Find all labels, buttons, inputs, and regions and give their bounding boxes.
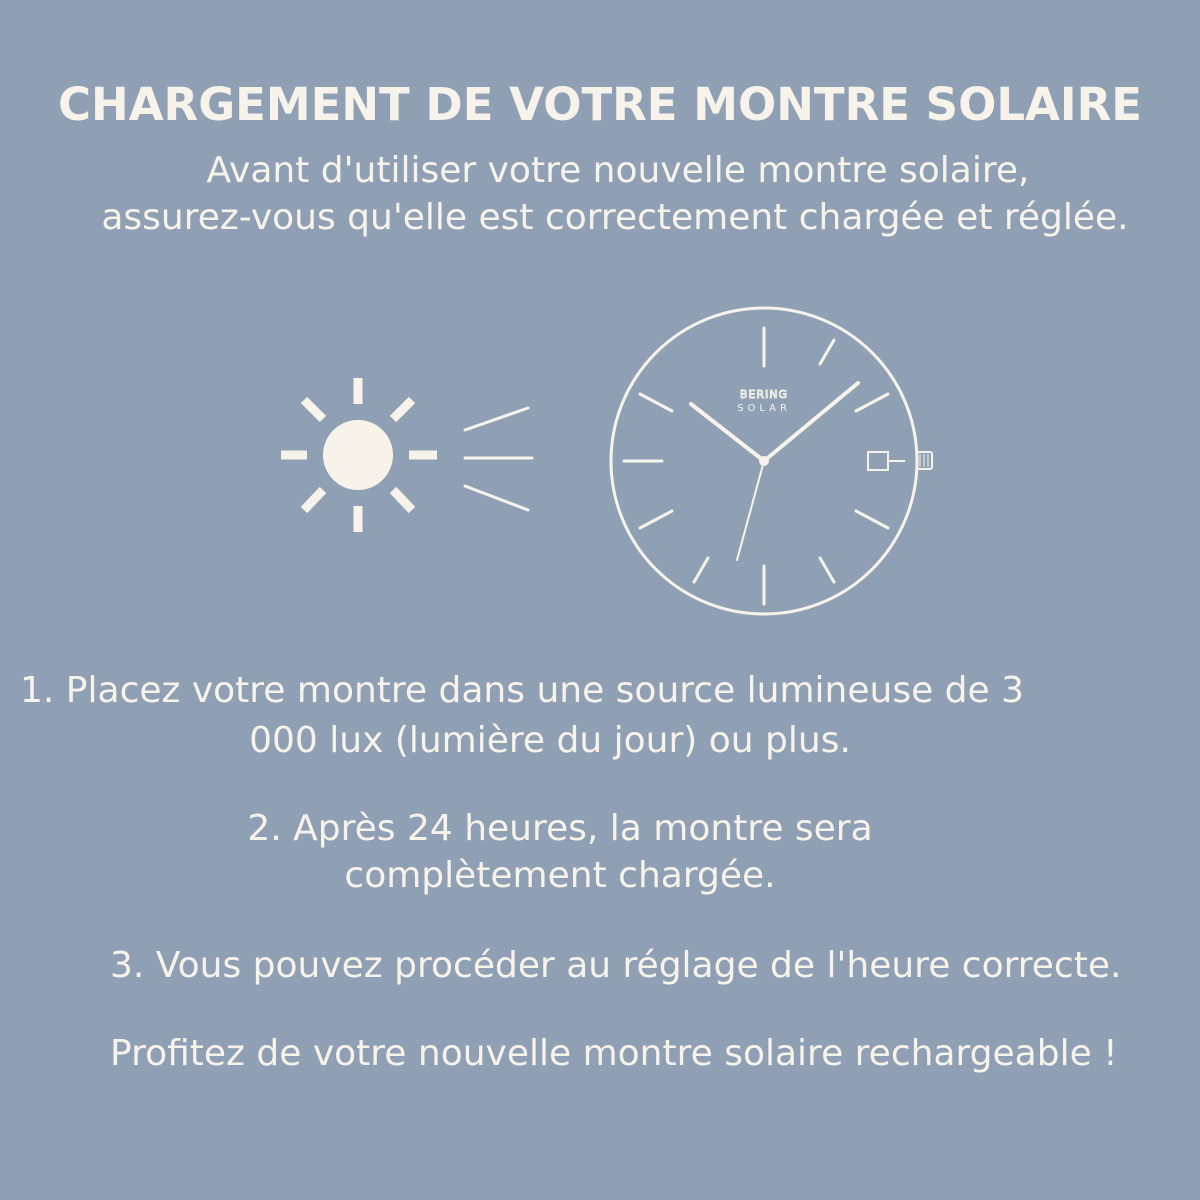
closing-message: Profitez de votre nouvelle montre solaire rechargeable ! (110, 1033, 1118, 1074)
step-1-line-1: 1. Placez votre montre dans une source lumineuse de 3 (20, 670, 1025, 711)
subtitle-line-2: assurez-vous qu'elle est correctement chargée et réglée. (101, 197, 1129, 238)
step-1-line-2: 000 lux (lumière du jour) ou plus. (249, 720, 851, 761)
sun-icon (281, 378, 437, 532)
watch-model: SOLAR (737, 403, 791, 414)
watch-face-icon (611, 308, 932, 614)
subtitle-line-1: Avant d'utiliser votre nouvelle montre solaire, (206, 150, 1030, 191)
light-rays-icon (465, 408, 532, 510)
page-title: CHARGEMENT DE VOTRE MONTRE SOLAIRE (58, 78, 1142, 131)
watch-brand: BERING (739, 388, 789, 401)
step-2-line-1: 2. Après 24 heures, la montre sera (247, 808, 873, 849)
step-2-line-2: complètement chargée. (344, 855, 776, 896)
step-3: 3. Vous pouvez procéder au réglage de l'heure correcte. (110, 945, 1122, 986)
